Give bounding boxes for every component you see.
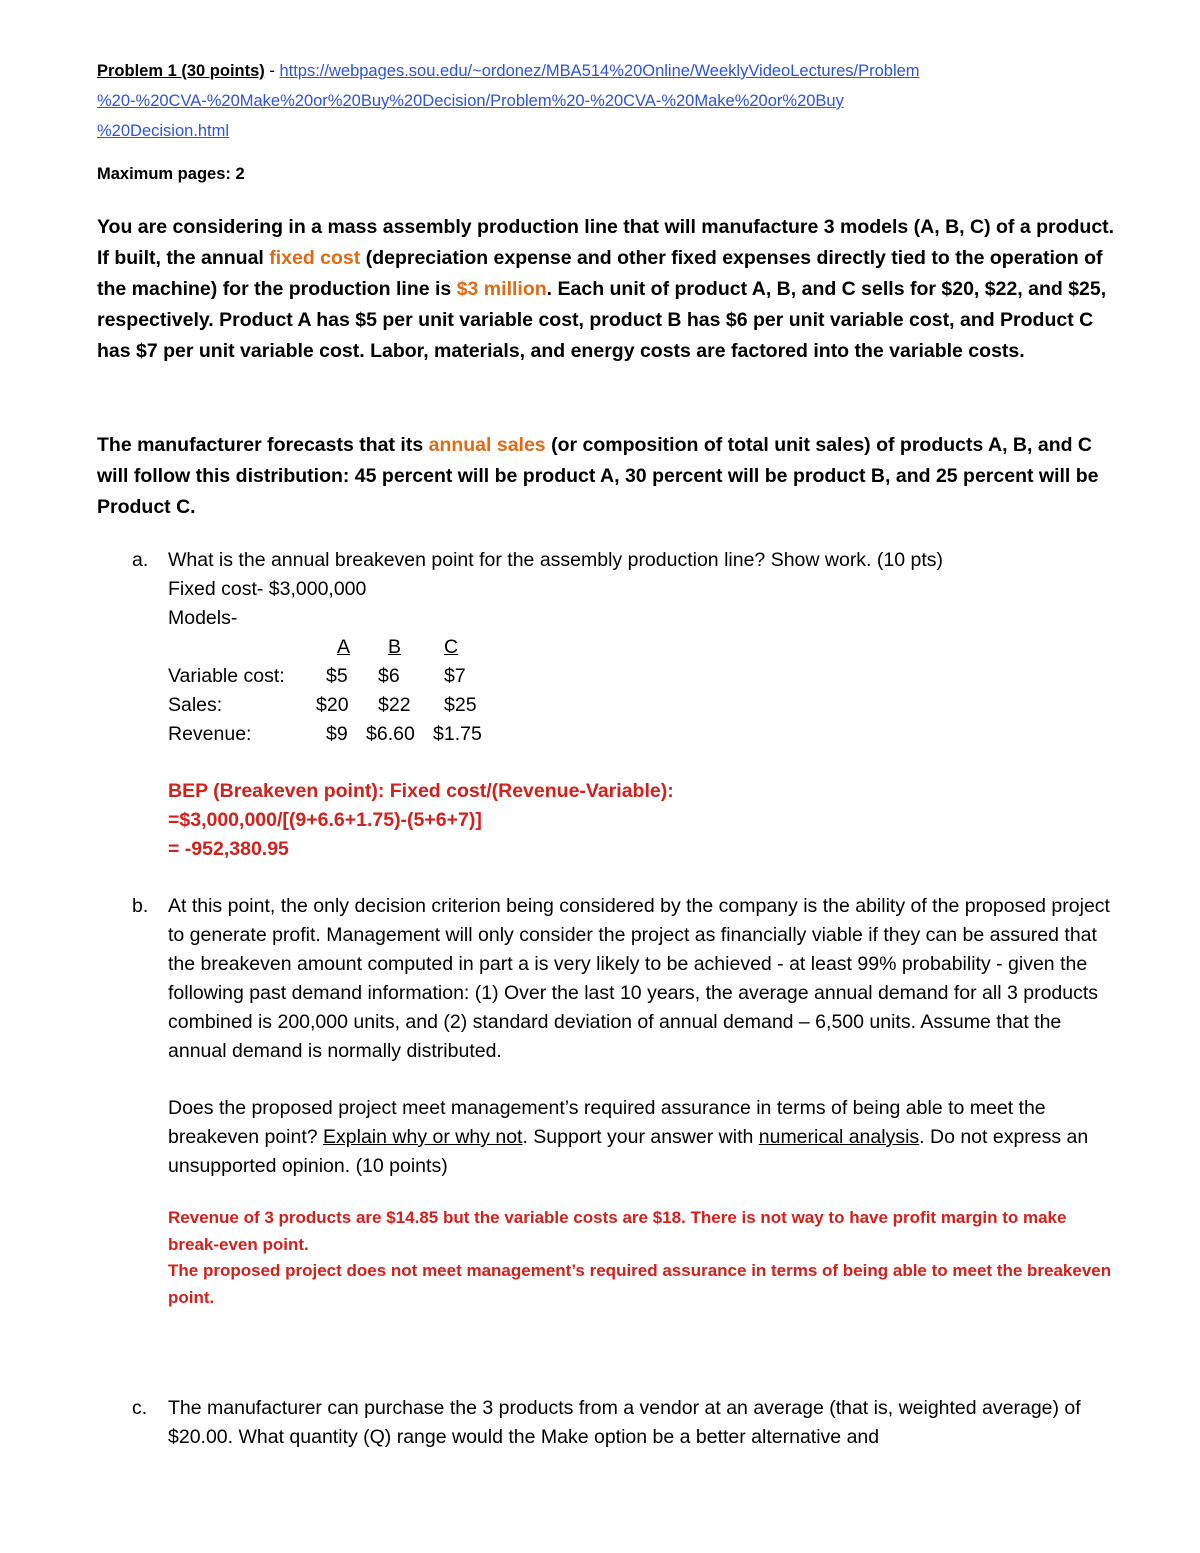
intro-paragraph-1 xyxy=(97,212,1117,367)
bep-result: = -952,380.95 xyxy=(168,838,289,860)
annual-sales-highlight: annual sales xyxy=(428,434,546,456)
fixed-cost-highlight: fixed cost xyxy=(269,247,361,269)
intro2-text-2: (or composition of total unit sales) of products A, B, and C will follow this distribution: 45 percent will be product A, 30 percent will be product B, and 25 percent will be Product C. xyxy=(97,434,1099,518)
row-label-revenue: Revenue: xyxy=(168,723,252,745)
row-label-sales: Sales: xyxy=(168,694,223,716)
problem-link-part-1[interactable]: https://webpages.sou.edu/~ordonez/MBA514%20Online/WeeklyVideoLectures/Problem xyxy=(279,62,920,80)
problem-label: Problem 1 (30 points) xyxy=(97,62,265,80)
intro1-text-3: . Each unit of product A, B, and C sells for $20, $22, and $25, respectively. Product A has $5 per unit variable cost, product B has $6 per unit variable cost, and Product C has $7 per unit variable cost. Labor, materials, and energy costs are factored into the variable costs. xyxy=(97,278,1107,362)
header-line-1 xyxy=(97,56,1097,86)
part-b-question-text-3: . Do not express an unsupported opinion. (10 points) xyxy=(168,1126,1089,1177)
part-b-paragraph: At this point, the only decision criterion being considered by the company is the ability of the proposed project to generate profit. Management will only consider the project as financially viable if they can be assured that the breakeven amount computed in part a is very likely to be achieved - at least 99% probability - given the following past demand information: (1) Over the last 10 years, the average annual demand for all 3 products combined is 200,000 units, and (2) standard deviation of annual demand – 6,500 units. Assume that the annual demand is normally distributed. xyxy=(168,895,1110,1062)
cell-variable-a: $5 xyxy=(326,665,348,687)
cell-variable-c: $7 xyxy=(444,665,466,687)
cell-revenue-b: $6.60 xyxy=(366,723,415,745)
intro2-text-1: The manufacturer forecasts that its xyxy=(97,434,429,456)
problem-header xyxy=(97,56,1097,146)
cell-sales-c: $25 xyxy=(444,694,477,716)
problem-link-part-2[interactable]: %20-%20CVA-%20Make%20or%20Buy%20Decision/Problem%20-%20CVA-%20Make%20or%20Buy xyxy=(97,92,844,110)
part-b-question-text-2: . Support your answer with xyxy=(522,1126,759,1148)
fixed-cost-line: Fixed cost- $3,000,000 xyxy=(168,578,367,600)
part-a-body xyxy=(168,546,1118,864)
models-line: Models- xyxy=(168,607,238,629)
amount-highlight: $3 million xyxy=(456,278,547,300)
part-b-answer-2: The proposed project does not meet management’s required assurance in terms of being able to meet the breakeven point. xyxy=(168,1261,1112,1307)
part-b-question-text-1: Does the proposed project meet management’s required assurance in terms of being able to meet the breakeven point? xyxy=(168,1097,1046,1148)
bep-formula-label: BEP (Breakeven point): Fixed cost/(Revenue-Variable): xyxy=(168,780,674,802)
intro1-text-2: (depreciation expense and other fixed expenses directly tied to the operation of the machine) for the production line is xyxy=(97,247,1103,300)
part-b-body xyxy=(168,892,1118,1311)
part-b-question xyxy=(168,1094,1118,1181)
max-pages-note: Maximum pages: 2 xyxy=(97,165,245,183)
cell-sales-a: $20 xyxy=(316,694,349,716)
col-header-c: C xyxy=(444,636,459,658)
cell-sales-b: $22 xyxy=(378,694,411,716)
part-c-marker: c. xyxy=(132,1397,148,1419)
col-header-a: A xyxy=(337,636,351,658)
part-c-text: The manufacturer can purchase the 3 products from a vendor at an average (that is, weighted average) of $20.00. What quantity (Q) range would the Make option be a better alternative and xyxy=(168,1397,1081,1448)
cell-variable-b: $6 xyxy=(378,665,400,687)
header-line-2 xyxy=(97,86,1097,116)
part-a-marker: a. xyxy=(132,549,149,571)
part-b-answer-1: Revenue of 3 products are $14.85 but the variable costs are $18. There is not way to have profit margin to make break-even point. xyxy=(168,1208,1067,1254)
header-separator: - xyxy=(264,62,280,80)
problem-link-part-3[interactable]: %20Decision.html xyxy=(97,122,230,140)
cell-revenue-c: $1.75 xyxy=(433,723,482,745)
part-c-body xyxy=(168,1394,1118,1452)
col-header-b: B xyxy=(388,636,402,658)
part-b-marker: b. xyxy=(132,895,149,917)
intro1-text-1: You are considering in a mass assembly production line that will manufacture 3 models (A, B, C) of a product. If built, the annual xyxy=(97,216,1115,269)
header-line-3 xyxy=(97,116,1097,146)
bep-formula-calc: =$3,000,000/[(9+6.6+1.75)-(5+6+7)] xyxy=(168,809,482,831)
row-label-variable-cost: Variable cost: xyxy=(168,665,285,687)
intro-paragraph-2 xyxy=(97,430,1117,523)
numerical-analysis-underlined: numerical analysis xyxy=(758,1126,920,1148)
part-a-question: What is the annual breakeven point for the assembly production line? Show work. (10 pts) xyxy=(168,549,944,571)
cell-revenue-a: $9 xyxy=(326,723,348,745)
explain-why-underlined: Explain why or why not xyxy=(323,1126,523,1148)
models-table xyxy=(168,633,568,749)
